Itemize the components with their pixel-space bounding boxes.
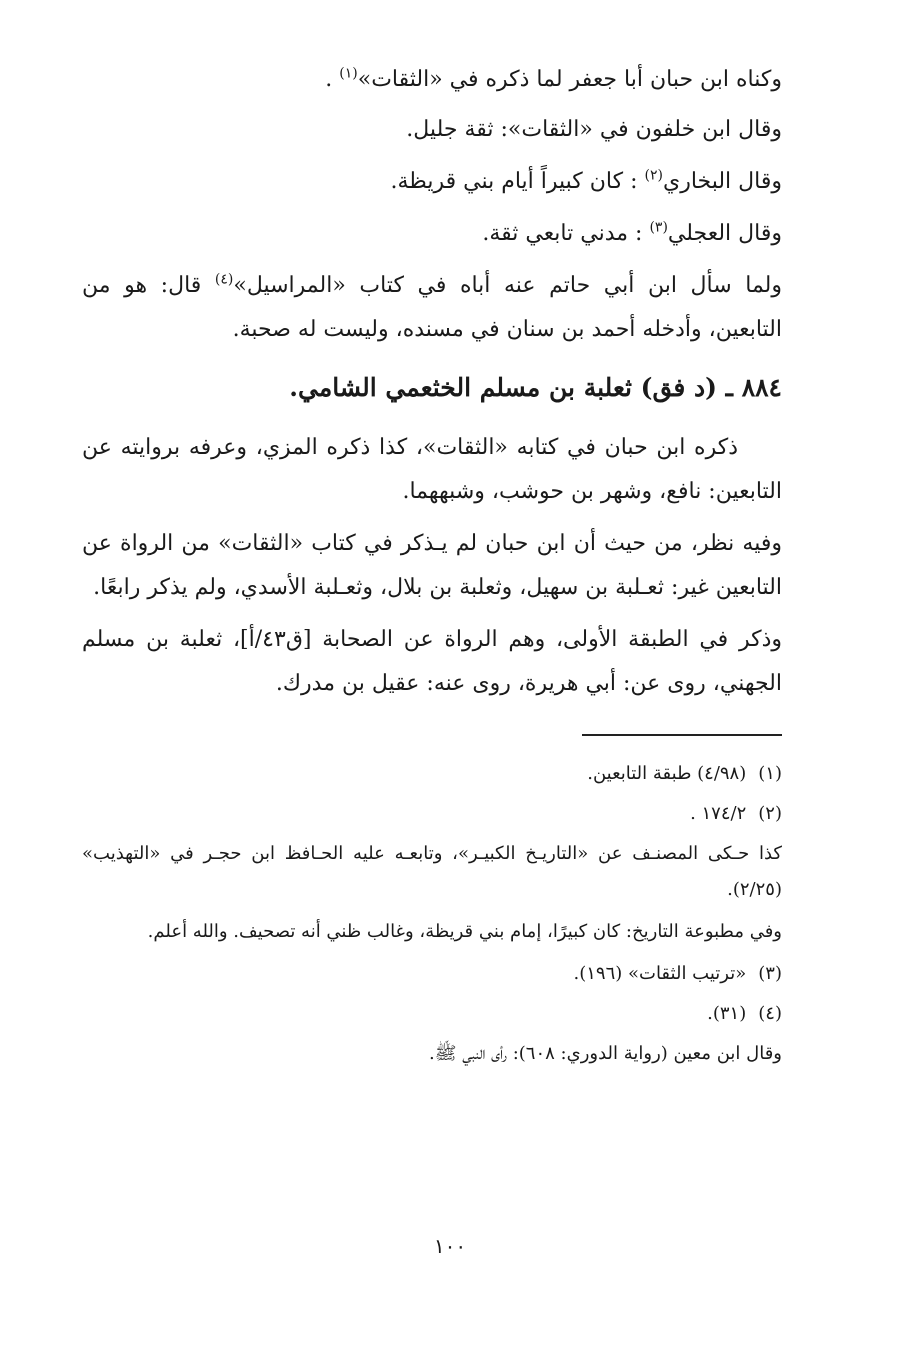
footnote-ref-3[interactable]: (٣) [649,219,668,236]
footnote-1: (١)(٤/٩٨) طبقة التابعين. [587,763,782,784]
body-paragraph-2: وقال ابن خلفون في «الثقات»: ثقة جليل. [406,117,782,142]
page-content [82,58,782,1078]
footnote-2-continuation-2: وفي مطبوعة التاريخ: كان كبيرًا، إمام بني قريظة، وغالب ظني أنه تصحيف. والله أعلم. [147,921,782,942]
entry-paragraph-1: ذكره ابن حبان في كتابه «الثقات»، كذا ذكره المزي، وعرفه بروايته عن التابعين: نافع، وشهر بن حوشب، وشبههما. [82,435,782,504]
body-paragraph-3: وقال البخاري$^{(٢)}$ : كان كبيراً أيام بني قريظة. [390,167,782,194]
entry-paragraph-3: وذكر في الطبقة الأولى، وهم الرواة عن الصحابة [ق٤٣/أ]، ثعلبة بن مسلم الجهني، روى عن: أبي هريرة، روى عنه: عقيل بن مدرك. [82,627,782,696]
footnote-4: (٤)(٣١). [707,1003,782,1024]
footnote-number: (٣) [758,963,782,984]
body-paragraph-4: وقال العجلي$^{(٣)}$ : مدني تابعي ثقة. [482,219,782,246]
footnote-ref-2[interactable]: (٢) [644,167,663,184]
body-paragraph-1: وكناه ابن حبان أبا جعفر لما ذكره في «الثقات»$^{(١)}$ . [325,65,782,92]
footnote-number: (٤) [758,1003,782,1024]
footnote-ref-4[interactable]: (٤) [214,271,234,288]
page-number: ١٠٠ [433,1234,467,1258]
body-paragraph-5: ولما سأل ابن أبي حاتم عنه أباه في كتاب «المراسيل»$^{(٤)}$ قال: هو من التابعين، وأدخله أحمد بن سنان في مسنده، وليست له صحبة. [82,271,783,342]
footnote-3: (٣)«ترتيب الثقات» (١٩٦). [573,963,782,984]
footnote-divider [582,734,782,736]
footnote-ref-1[interactable]: (١) [339,65,358,82]
entry-heading: ٨٨٤ ـ (د فق) ثعلبة بن مسلم الخثعمي الشامي. [289,373,782,402]
entry-paragraph-2: وفيه نظر، من حيث أن ابن حبان لم يـذكر في كتاب «الثقات» من الرواة عن التابعين غير: ثعـلبة بن سهيل، وثعلبة بن بلال، وثعـلبة الأسدي، ولم يذكر رابعًا. [82,531,782,600]
footnote-2-continuation-1: كذا حـكى المصنـف عن «التاريـخ الكبيـر»، وتابعـه عليه الحـافظ ابن حجـر في «التهذيب» (٢/٢٥). [82,843,782,900]
footnote-number: (١) [758,763,782,784]
footnote-4-continuation: وقال ابن معين (رواية الدوري: ٦٠٨): رأى النبي ﷺ. [429,1043,782,1064]
footnote-2: (٢)١٧٤/٢ . [690,803,782,824]
footnote-number: (٢) [758,803,782,824]
